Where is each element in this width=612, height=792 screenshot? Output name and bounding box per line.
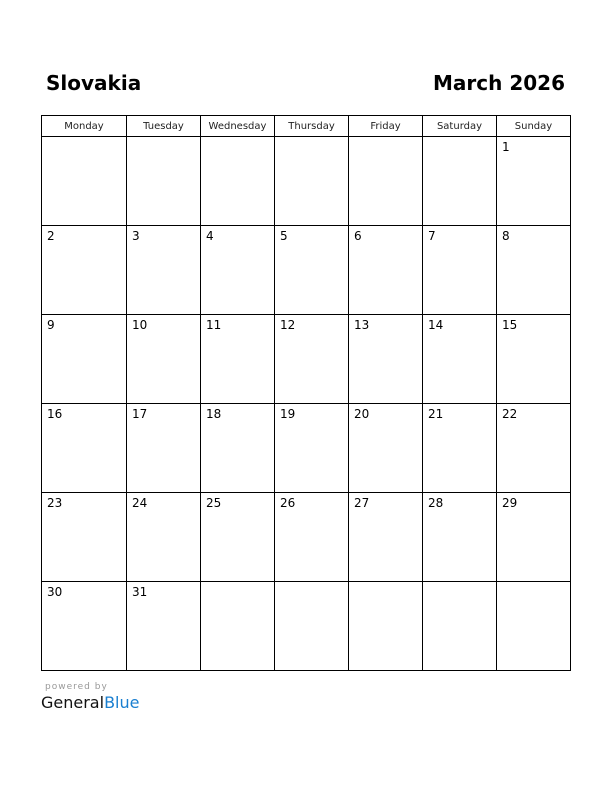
day-cell	[127, 493, 201, 582]
day-cell	[201, 493, 275, 582]
day-number: 14	[428, 318, 444, 332]
week-row	[42, 404, 571, 493]
logo-general: General	[41, 693, 105, 712]
day-number: 21	[428, 407, 444, 421]
day-cell	[201, 582, 275, 671]
day-cell	[349, 493, 423, 582]
day-cell	[42, 137, 127, 226]
weekday-header-row	[42, 116, 571, 137]
weekday-header-tuesday: Tuesday	[127, 116, 201, 137]
day-cell	[42, 404, 127, 493]
day-cell	[127, 582, 201, 671]
day-number: 20	[354, 407, 370, 421]
week-row	[42, 582, 571, 671]
day-number: 15	[502, 318, 518, 332]
day-cell	[349, 582, 423, 671]
weekday-header-friday: Friday	[349, 116, 423, 137]
day-number: 2	[47, 229, 55, 243]
day-number: 6	[354, 229, 362, 243]
day-number: 24	[132, 496, 148, 510]
day-number: 1	[502, 140, 510, 154]
day-cell	[201, 315, 275, 404]
powered-by-label: powered by	[45, 682, 108, 692]
day-number: 25	[206, 496, 222, 510]
weekday-header-saturday: Saturday	[423, 116, 497, 137]
day-cell	[275, 582, 349, 671]
day-cell	[423, 582, 497, 671]
day-cell	[497, 404, 571, 493]
day-number: 7	[428, 229, 436, 243]
month-title: March 2026	[433, 71, 565, 95]
day-number: 18	[206, 407, 222, 421]
day-number: 8	[502, 229, 510, 243]
day-cell	[127, 404, 201, 493]
weekday-header-sunday: Sunday	[497, 116, 571, 137]
day-cell	[497, 582, 571, 671]
day-cell	[497, 137, 571, 226]
day-cell	[497, 493, 571, 582]
day-number: 3	[132, 229, 140, 243]
day-number: 4	[206, 229, 214, 243]
day-cell	[497, 315, 571, 404]
day-cell	[42, 493, 127, 582]
day-number: 19	[280, 407, 296, 421]
day-cell	[349, 137, 423, 226]
day-cell	[349, 315, 423, 404]
day-number: 29	[502, 496, 518, 510]
day-number: 9	[47, 318, 55, 332]
day-cell	[275, 315, 349, 404]
day-cell	[423, 404, 497, 493]
day-number: 22	[502, 407, 518, 421]
day-number: 13	[354, 318, 370, 332]
day-number: 12	[280, 318, 296, 332]
day-cell	[423, 315, 497, 404]
day-cell	[201, 137, 275, 226]
day-number: 23	[47, 496, 63, 510]
day-cell	[42, 315, 127, 404]
day-cell	[127, 137, 201, 226]
week-row	[42, 137, 571, 226]
day-cell	[201, 226, 275, 315]
day-cell	[349, 226, 423, 315]
weekday-header-wednesday: Wednesday	[201, 116, 275, 137]
day-cell	[275, 137, 349, 226]
day-number: 11	[206, 318, 222, 332]
day-cell	[201, 404, 275, 493]
day-number: 10	[132, 318, 148, 332]
week-row	[42, 493, 571, 582]
day-number: 26	[280, 496, 296, 510]
weekday-header-monday: Monday	[42, 116, 127, 137]
weekday-header-thursday: Thursday	[275, 116, 349, 137]
day-number: 30	[47, 585, 63, 599]
day-cell	[127, 315, 201, 404]
day-cell	[42, 582, 127, 671]
day-cell	[127, 226, 201, 315]
day-cell	[423, 493, 497, 582]
week-row	[42, 315, 571, 404]
day-cell	[275, 493, 349, 582]
day-number: 31	[132, 585, 148, 599]
day-number: 17	[132, 407, 148, 421]
country-title: Slovakia	[46, 71, 142, 95]
day-number: 5	[280, 229, 288, 243]
day-cell	[275, 226, 349, 315]
day-cell	[423, 137, 497, 226]
logo-blue: Blue	[104, 693, 140, 712]
day-cell	[349, 404, 423, 493]
day-cell	[497, 226, 571, 315]
generalblue-logo	[41, 693, 139, 712]
day-cell	[423, 226, 497, 315]
calendar-grid	[41, 115, 571, 671]
week-row	[42, 226, 571, 315]
day-cell	[42, 226, 127, 315]
day-number: 16	[47, 407, 63, 421]
day-number: 27	[354, 496, 370, 510]
day-number: 28	[428, 496, 444, 510]
day-cell	[275, 404, 349, 493]
